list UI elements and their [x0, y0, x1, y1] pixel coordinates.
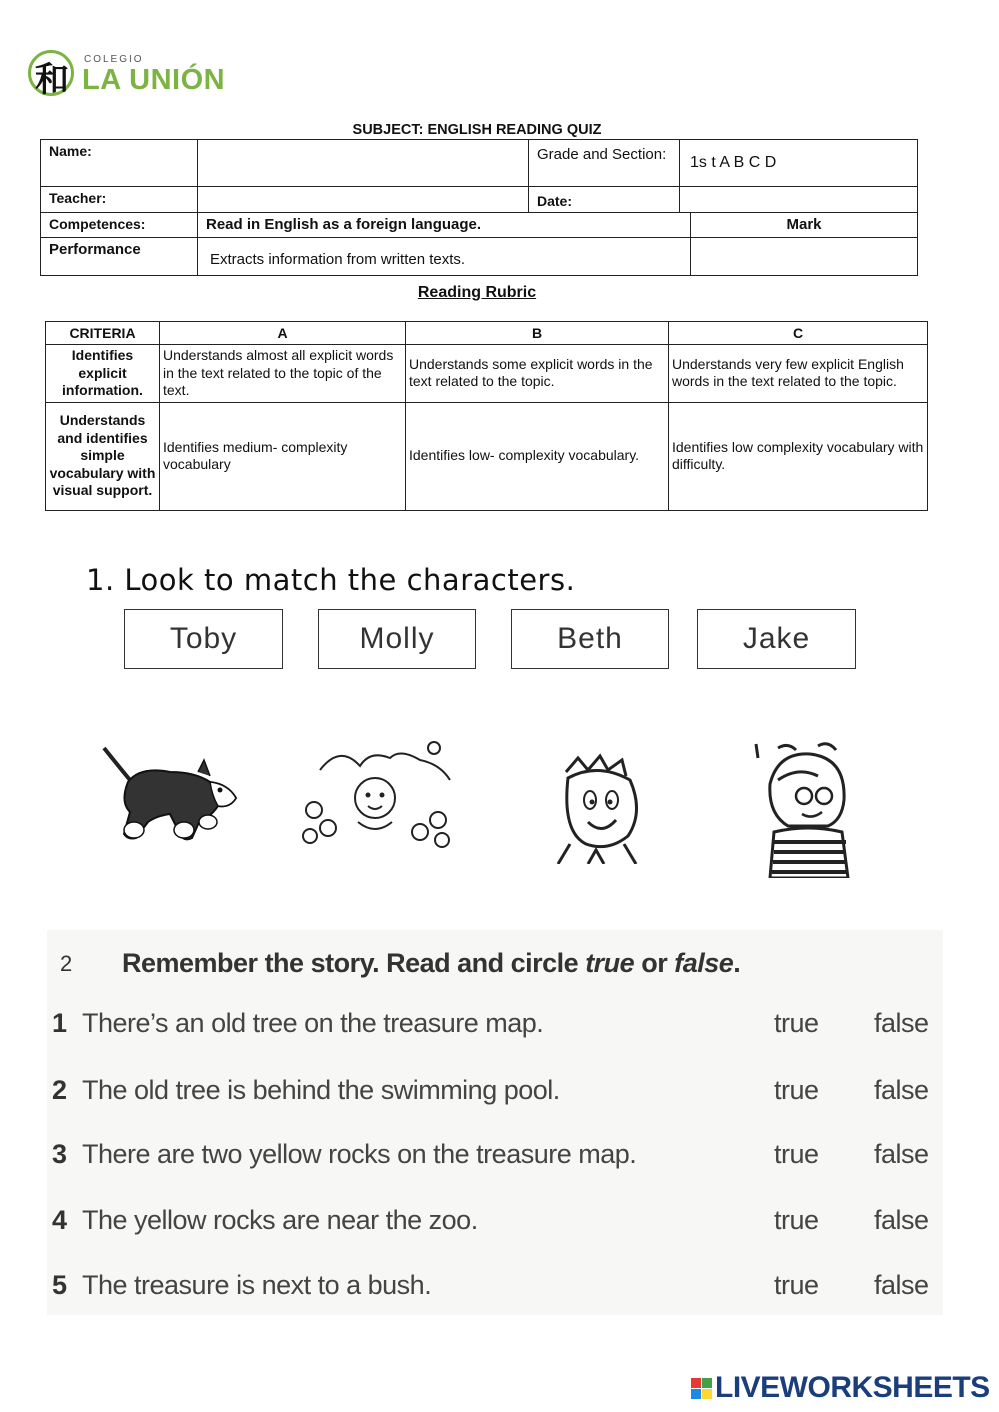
- true-option[interactable]: true: [774, 1008, 819, 1038]
- statement-row: [52, 1075, 942, 1115]
- false-option[interactable]: false: [874, 1075, 929, 1105]
- statement-number: 2: [52, 1075, 67, 1105]
- liveworksheets-logo: [691, 1373, 990, 1403]
- rubric-cell-a: Understands almost all explicit words in the text related to the topic of the text.: [160, 345, 406, 403]
- girl-glasses-icon[interactable]: [748, 740, 858, 878]
- girl-flowers-icon[interactable]: [300, 740, 454, 850]
- competences-label: Competences:: [41, 213, 198, 238]
- statement-number: 4: [52, 1205, 67, 1235]
- statement-text: The treasure is next to a bush.: [82, 1270, 432, 1300]
- statement-text: The yellow rocks are near the zoo.: [82, 1205, 478, 1235]
- rubric-cell-b: Understands some explicit words in the text related to the topic.: [406, 345, 669, 403]
- performance-value: Extracts information from written texts.: [198, 238, 691, 276]
- rubric-header-criteria: CRITERIA: [46, 322, 160, 345]
- rubric-header-a: A: [160, 322, 406, 345]
- liveworksheets-brand: LIVEWORKSHEETS: [715, 1371, 990, 1404]
- rubric-criteria: Understands and identifies simple vocabulary with visual support.: [46, 402, 160, 510]
- exercise-1-title: 1. Look to match the characters.: [86, 563, 576, 597]
- statement-row: [52, 1270, 942, 1310]
- student-info-table: [40, 139, 918, 276]
- name-card-beth[interactable]: Beth: [511, 609, 669, 669]
- statement-text: There are two yellow rocks on the treasure map.: [82, 1139, 637, 1169]
- statement-row: [52, 1205, 942, 1245]
- rubric-cell-a: Identifies medium- complexity vocabulary: [160, 402, 406, 510]
- false-option[interactable]: false: [874, 1205, 929, 1235]
- boy-icon[interactable]: [548, 752, 648, 864]
- true-option[interactable]: true: [774, 1139, 819, 1169]
- exercise-2-title: Remember the story. Read and circle true or false.: [122, 948, 741, 978]
- rubric-cell-b: Identifies low- complexity vocabulary.: [406, 402, 669, 510]
- rubric-cell-c: Identifies low complexity vocabulary with difficulty.: [669, 402, 928, 510]
- quiz-subject: SUBJECT: ENGLISH READING QUIZ: [352, 122, 602, 138]
- competences-value: Read in English as a foreign language.: [198, 213, 691, 238]
- block-green: [702, 1378, 712, 1388]
- logo-mark: 和: [35, 60, 69, 100]
- rubric-title: Reading Rubric: [417, 284, 537, 301]
- statement-number: 1: [52, 1008, 67, 1038]
- teacher-label: Teacher:: [41, 187, 198, 213]
- date-label: Date:: [529, 187, 680, 213]
- block-yellow: [702, 1389, 712, 1399]
- school-logo: [26, 48, 266, 108]
- block-blue: [691, 1389, 701, 1399]
- rubric-header-b: B: [406, 322, 669, 345]
- mark-label: Mark: [691, 213, 918, 238]
- name-field[interactable]: [198, 140, 529, 187]
- name-label: Name:: [41, 140, 198, 187]
- mark-field[interactable]: [691, 238, 918, 276]
- name-card-molly[interactable]: Molly: [318, 609, 476, 669]
- statement-row: [52, 1139, 942, 1179]
- exercise-2-panel: [47, 930, 943, 1315]
- statement-text: The old tree is behind the swimming pool.: [82, 1075, 560, 1105]
- exercise-2-number: 2: [60, 951, 73, 976]
- performance-label: Performance: [41, 238, 198, 276]
- false-option[interactable]: false: [874, 1270, 929, 1300]
- logo-school-name: LA UNIÓN: [82, 64, 226, 96]
- false-option[interactable]: false: [874, 1139, 929, 1169]
- rubric-cell-c: Understands very few explicit English words in the text related to the topic.: [669, 345, 928, 403]
- rubric-criteria: Identifies explicit information.: [46, 345, 160, 403]
- dog-icon[interactable]: [100, 742, 240, 852]
- true-option[interactable]: true: [774, 1205, 819, 1235]
- true-option[interactable]: true: [774, 1270, 819, 1300]
- liveworksheets-blocks-icon: [691, 1378, 712, 1399]
- reading-rubric-table: [45, 321, 928, 511]
- name-card-toby[interactable]: Toby: [124, 609, 283, 669]
- rubric-header-c: C: [669, 322, 928, 345]
- logo-small-text: COLEGIO: [84, 54, 144, 65]
- date-field[interactable]: [680, 187, 918, 213]
- block-red: [691, 1378, 701, 1388]
- false-option[interactable]: false: [874, 1008, 929, 1038]
- statement-row: [52, 1008, 942, 1048]
- grade-label: Grade and Section:: [529, 140, 680, 187]
- statement-text: There’s an old tree on the treasure map.: [82, 1008, 544, 1038]
- teacher-field[interactable]: [198, 187, 529, 213]
- statement-number: 3: [52, 1139, 67, 1169]
- grade-value[interactable]: 1s t A B C D: [680, 140, 918, 187]
- name-card-jake[interactable]: Jake: [697, 609, 856, 669]
- statement-number: 5: [52, 1270, 67, 1300]
- true-option[interactable]: true: [774, 1075, 819, 1105]
